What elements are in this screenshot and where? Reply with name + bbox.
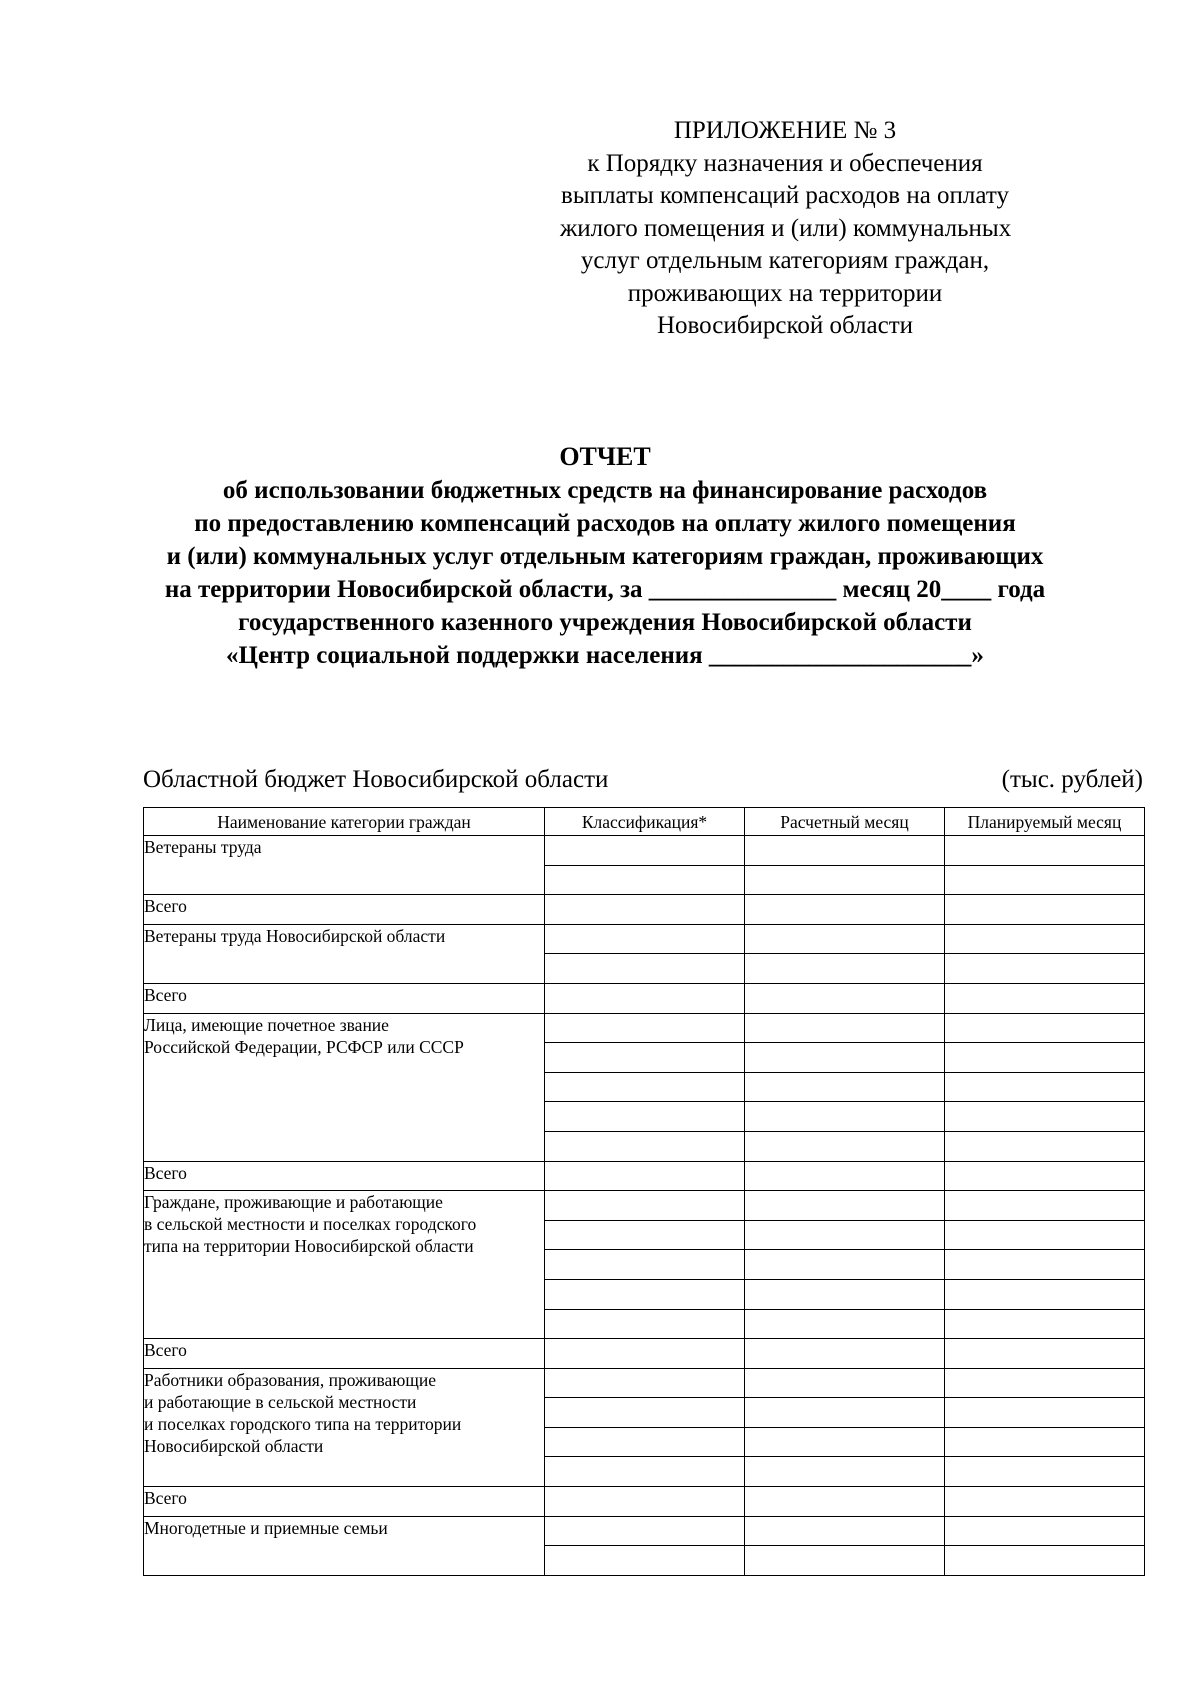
classification-cell[interactable] (545, 1131, 745, 1161)
total-classification-cell[interactable] (545, 1487, 745, 1517)
calc-month-cell[interactable] (745, 1398, 945, 1428)
total-calc-month-cell[interactable] (745, 983, 945, 1013)
planned-month-cell[interactable] (945, 1250, 1145, 1280)
table-row (144, 1516, 1145, 1546)
table-header-row (144, 808, 1145, 836)
classification-cell[interactable] (545, 1043, 745, 1073)
classification-cell[interactable] (545, 1279, 745, 1309)
planned-month-cell[interactable] (945, 1072, 1145, 1102)
calc-month-cell[interactable] (745, 1220, 945, 1250)
header-calc-month: Расчетный месяц (745, 808, 945, 836)
category-cell (144, 924, 545, 983)
planned-month-cell[interactable] (945, 1191, 1145, 1221)
total-planned-month-cell[interactable] (945, 1487, 1145, 1517)
planned-month-cell[interactable] (945, 1546, 1145, 1576)
budget-label: Областной бюджет Новосибирской области (143, 766, 609, 793)
planned-month-cell[interactable] (945, 1427, 1145, 1457)
calc-month-cell[interactable] (745, 1457, 945, 1487)
table-row (144, 1191, 1145, 1221)
planned-month-cell[interactable] (945, 1220, 1145, 1250)
total-calc-month-cell[interactable] (745, 895, 945, 925)
classification-cell[interactable] (545, 1427, 745, 1457)
total-label: Всего (144, 1161, 545, 1191)
classification-cell[interactable] (545, 836, 745, 866)
calc-month-cell[interactable] (745, 1279, 945, 1309)
calc-month-cell[interactable] (745, 1368, 945, 1398)
category-cell (144, 836, 545, 895)
classification-cell[interactable] (545, 954, 745, 984)
appendix-block (560, 115, 1010, 343)
report-heading: ОТЧЕТ (559, 442, 651, 471)
classification-cell[interactable] (545, 1220, 745, 1250)
planned-month-cell[interactable] (945, 1102, 1145, 1132)
calc-month-cell[interactable] (745, 1043, 945, 1073)
total-label: Всего (144, 1339, 545, 1369)
category-label: типа на территории Новосибирской области (144, 1236, 474, 1257)
budget-row (143, 766, 1143, 798)
header-classification: Классификация* (545, 808, 745, 836)
table-body (144, 836, 1145, 1576)
table-row (144, 1368, 1145, 1398)
planned-month-cell[interactable] (945, 1131, 1145, 1161)
report-title-block (130, 440, 1080, 672)
report-title-line: по предоставлению компенсаций расходов на оплату жилого помещения (194, 510, 1016, 537)
category-label: Многодетные и приемные семьи (144, 1517, 388, 1538)
classification-cell[interactable] (545, 1013, 745, 1043)
planned-month-cell[interactable] (945, 865, 1145, 895)
report-title-line: на территории Новосибирской области, за _______________ месяц 20____ года (164, 576, 1046, 603)
planned-month-cell[interactable] (945, 1013, 1145, 1043)
calc-month-cell[interactable] (745, 1427, 945, 1457)
category-label: Работники образования, проживающие (144, 1369, 436, 1390)
calc-month-cell[interactable] (745, 865, 945, 895)
planned-month-cell[interactable] (945, 1368, 1145, 1398)
total-label: Всего (144, 983, 545, 1013)
header-planned-month: Планируемый месяц (945, 808, 1145, 836)
appendix-line: проживающих на территории (627, 279, 943, 307)
total-planned-month-cell[interactable] (945, 895, 1145, 925)
calc-month-cell[interactable] (745, 924, 945, 954)
report-title-line: об использовании бюджетных средств на финансирование расходов (222, 477, 988, 504)
planned-month-cell[interactable] (945, 1309, 1145, 1339)
table-row (144, 924, 1145, 954)
classification-cell[interactable] (545, 1546, 745, 1576)
calc-month-cell[interactable] (745, 1309, 945, 1339)
category-label: в сельской местности и поселках городского (144, 1214, 477, 1235)
category-cell (144, 1516, 545, 1575)
planned-month-cell[interactable] (945, 1516, 1145, 1546)
category-cell (144, 1191, 545, 1339)
total-row (144, 1161, 1145, 1191)
calc-month-cell[interactable] (745, 1546, 945, 1576)
calc-month-cell[interactable] (745, 1013, 945, 1043)
total-classification-cell[interactable] (545, 1339, 745, 1369)
planned-month-cell[interactable] (945, 836, 1145, 866)
classification-cell[interactable] (545, 1398, 745, 1428)
planned-month-cell[interactable] (945, 1398, 1145, 1428)
classification-cell[interactable] (545, 865, 745, 895)
header-category: Наименование категории граждан (144, 808, 545, 836)
planned-month-cell[interactable] (945, 924, 1145, 954)
calc-month-cell[interactable] (745, 1191, 945, 1221)
category-label: Российской Федерации, РСФСР или СССР (144, 1036, 464, 1057)
calc-month-cell[interactable] (745, 954, 945, 984)
classification-cell[interactable] (545, 1102, 745, 1132)
category-cell (144, 1368, 545, 1486)
planned-month-cell[interactable] (945, 1279, 1145, 1309)
category-label: и работающие в сельской местности (144, 1391, 417, 1412)
classification-cell[interactable] (545, 1516, 745, 1546)
category-label: Новосибирской области (144, 1435, 324, 1456)
total-row (144, 895, 1145, 925)
total-row (144, 1487, 1145, 1517)
report-title-line: «Центр социальной поддержки населения _____________________» (226, 642, 984, 669)
total-classification-cell[interactable] (545, 895, 745, 925)
total-label: Всего (144, 895, 545, 925)
classification-cell[interactable] (545, 1457, 745, 1487)
total-classification-cell[interactable] (545, 1161, 745, 1191)
appendix-line: выплаты компенсаций расходов на оплату (561, 182, 1009, 209)
total-calc-month-cell[interactable] (745, 1487, 945, 1517)
planned-month-cell[interactable] (945, 954, 1145, 984)
table-row (144, 836, 1145, 866)
total-row (144, 983, 1145, 1013)
total-planned-month-cell[interactable] (945, 983, 1145, 1013)
total-calc-month-cell[interactable] (745, 1161, 945, 1191)
report-title-line: и (или) коммунальных услуг отдельным категориям граждан, проживающих (166, 543, 1044, 570)
category-label: и поселках городского типа на территории (144, 1413, 462, 1434)
classification-cell[interactable] (545, 1250, 745, 1280)
appendix-line: ПРИЛОЖЕНИЕ № 3 (673, 117, 897, 144)
report-title-line: государственного казенного учреждения Новосибирской области (238, 609, 972, 636)
appendix-line: услуг отдельным категориям граждан, (580, 247, 990, 274)
calc-month-cell[interactable] (745, 1250, 945, 1280)
calc-month-cell[interactable] (745, 1516, 945, 1546)
category-label: Лица, имеющие почетное звание (144, 1014, 389, 1035)
classification-cell[interactable] (545, 1368, 745, 1398)
total-label: Всего (144, 1487, 545, 1517)
planned-month-cell[interactable] (945, 1457, 1145, 1487)
appendix-line: жилого помещения и (или) коммунальных (560, 214, 1012, 242)
category-cell (144, 1013, 545, 1161)
classification-cell[interactable] (545, 1309, 745, 1339)
total-calc-month-cell[interactable] (745, 1339, 945, 1369)
total-planned-month-cell[interactable] (945, 1161, 1145, 1191)
total-planned-month-cell[interactable] (945, 1339, 1145, 1369)
budget-unit: (тыс. рублей) (1001, 766, 1143, 793)
classification-cell[interactable] (545, 1072, 745, 1102)
category-label: Граждане, проживающие и работающие (144, 1192, 443, 1213)
total-row (144, 1339, 1145, 1369)
category-label: Ветераны труда (144, 837, 262, 857)
planned-month-cell[interactable] (945, 1043, 1145, 1073)
classification-cell[interactable] (545, 924, 745, 954)
calc-month-cell[interactable] (745, 836, 945, 866)
table-row (144, 1013, 1145, 1043)
appendix-line: к Порядку назначения и обеспечения (587, 149, 983, 177)
classification-cell[interactable] (545, 1191, 745, 1221)
appendix-line: Новосибирской области (656, 312, 914, 339)
report-table (143, 807, 1145, 1576)
calc-month-cell[interactable] (745, 1072, 945, 1102)
total-classification-cell[interactable] (545, 983, 745, 1013)
calc-month-cell[interactable] (745, 1102, 945, 1132)
calc-month-cell[interactable] (745, 1131, 945, 1161)
category-label: Ветераны труда Новосибирской области (144, 925, 446, 946)
